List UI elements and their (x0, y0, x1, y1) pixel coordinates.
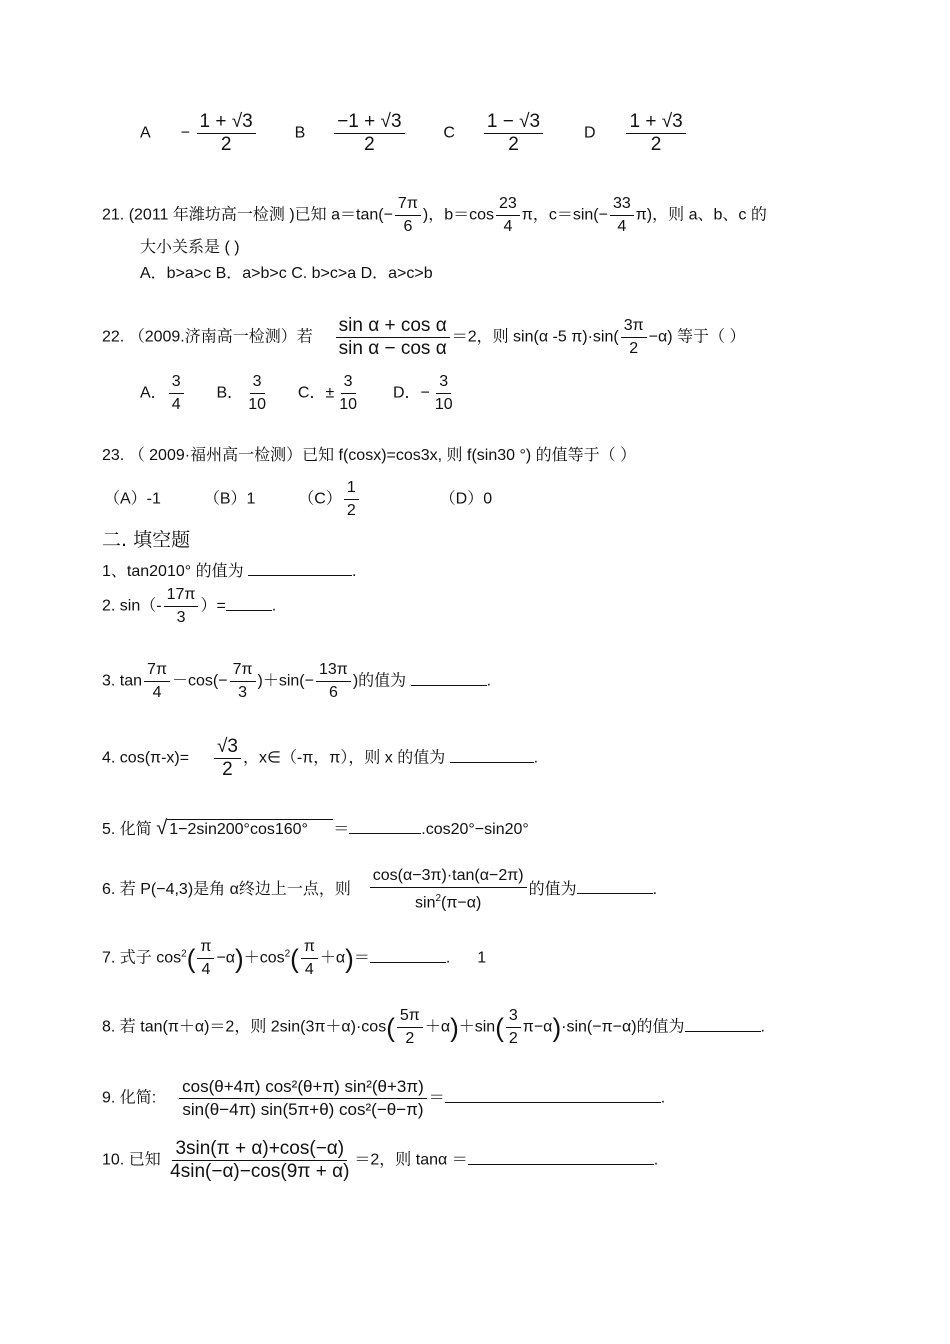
fill-3-fraction-b (230, 660, 256, 703)
q20-option-b-fraction (334, 112, 404, 155)
q22-fraction-2 (621, 316, 647, 359)
fill-3-a-denominator: 4 (152, 684, 162, 701)
q22-fraction-2-numerator: 3π (621, 316, 647, 338)
q23-text: （ 2009·福州高一检测）已知 f(cosx)=cos3x, 则 f(sin30 °) 的值等于（ ） (128, 447, 637, 464)
fill-10: 10. 已知 $\frac{3\sin(\pi + \alpha)+\cos(-\alpha)}{4\sin(-\alpha)-\cos(9\pi + \alpha)}$ ＝2，则 tanα ＝ . (102, 1138, 659, 1182)
q23-option-c-label: （C） (298, 490, 342, 508)
fill-9: 9. 化简: $\frac{\text{cos(θ+4π) cos²(θ+π) sin²(θ+3π)}}{\text{sin(θ−4π) sin(5π+θ) cos²(−θ−π)}}$ ＝ . (102, 1077, 666, 1119)
fill-6-denominator (412, 888, 484, 913)
fill-8: 8. 若 tan(π＋α)＝2，则 2sin(3π＋α)·cos( $\frac{5\pi}{2}$ ＋α)＋sin( $\frac{3}{2}$ π−α)·sin(−π−α)的值为 . (102, 1007, 765, 1047)
fill-3-blank[interactable] (411, 669, 487, 686)
fill-2: 2. sin（- $\frac{17\pi}{3}$ ）= . (102, 586, 277, 626)
right-paren-icon: ) (552, 1012, 562, 1043)
q22-option-d-numerator: 3 (436, 372, 451, 394)
fill-2-fraction (164, 585, 199, 628)
fill-9-fraction (179, 1077, 427, 1120)
q20-option-d-numerator: 1 + √3 (626, 112, 685, 134)
fill-6-number: 6. (102, 880, 116, 898)
fill-5-radicand: 1−2sin200°cos160° (167, 819, 333, 840)
q21-stem (102, 194, 767, 237)
fill-9-number: 9. (102, 1089, 116, 1107)
fill-6-post: 的值为 (528, 880, 577, 898)
q22-fraction-2-denominator: 2 (629, 340, 639, 357)
fill-6-pre: 若 P(−4,3)是角 α终边上一点，则 (119, 880, 351, 898)
q20-options (140, 112, 688, 155)
q22-condition-fraction (336, 316, 450, 359)
q21-fraction-1 (395, 194, 421, 237)
fill-4-post: ，x∈（-π，π），则 x 的值为 (242, 749, 446, 767)
q22-stem (102, 316, 745, 359)
fill-2-pre: sin（- (119, 597, 162, 615)
q20-option-c-denominator: 2 (508, 134, 519, 155)
fill-5-tail: .cos20°−sin20° (421, 821, 529, 838)
q22-option-b-numerator: 3 (250, 372, 265, 394)
q21-fraction-2 (496, 194, 520, 237)
q21-fraction-1-numerator: 7π (395, 194, 421, 216)
fill-7-a-numerator: π (197, 937, 214, 959)
q20-option-c-label: C (443, 124, 455, 142)
left-paren-icon: ( (186, 943, 196, 974)
fill-10-pre: 已知 (128, 1151, 161, 1169)
right-paren-icon: ) (345, 943, 354, 974)
fill-6-denominator-sin: sin (415, 894, 436, 912)
q20-option-a-label: A (140, 124, 150, 142)
fill-8-pre: 若 tan(π＋α)＝2，则 2sin(3π＋α)·cos (119, 1018, 387, 1036)
fill-1: 1、tan2010° 的值为 . (102, 559, 357, 582)
q21-text-1: (2011 年潍坊高一检测 )已知 a＝tan(− (128, 206, 393, 224)
fill-8-a-denominator: 2 (405, 1030, 415, 1047)
fill-3-c-denominator: 6 (328, 684, 338, 701)
q22-option-b-denominator: 10 (248, 396, 266, 413)
fill-7-post: ＝ (353, 949, 370, 967)
fill-3-b-denominator: 3 (238, 684, 247, 701)
fill-1-blank[interactable] (248, 559, 352, 576)
q22-option-d-denominator: 10 (434, 396, 453, 413)
fill-3: 3. tan $\frac{7\pi}{4}$ －cos(− $\frac{7\pi}{3}$ )＋sin(− $\frac{13\pi}{6}$ )的值为 . (102, 661, 492, 701)
q23-option-c-fraction (344, 478, 359, 521)
q22-option-c-numerator: 3 (341, 372, 356, 394)
q22-option-d-sign: − (420, 384, 430, 402)
fill-4-pre: cos(π-x)= (119, 749, 190, 767)
fill-7-plus: ＋cos (243, 949, 285, 967)
fill-8-fraction-a (397, 1006, 423, 1049)
fill-9-denominator: sin(θ−4π) sin(5π+θ) cos²(−θ−π) (182, 1100, 424, 1119)
fill-7-blank[interactable] (370, 946, 446, 963)
fill-3-fraction-c (316, 660, 351, 703)
q20-option-d-fraction (626, 112, 685, 155)
fill-6-numerator: cos(α−3π)·tan(α−2π) (370, 866, 527, 888)
q20-option-c-numerator: 1 − √3 (484, 112, 543, 134)
q23-number: 23. (102, 447, 125, 464)
q21-line-2: 大小关系是 ( ) (140, 239, 240, 256)
fill-3-a-numerator: 7π (144, 660, 170, 682)
fill-8-mid-1: ＋α (424, 1018, 451, 1036)
fill-6-blank[interactable] (577, 877, 653, 894)
fill-5 (102, 817, 529, 840)
q20-option-a-fraction (197, 112, 256, 155)
fill-7-b-denominator: 4 (304, 961, 314, 978)
q20-option-d-denominator: 2 (650, 134, 662, 155)
q22-number: 22. (102, 328, 125, 346)
q22-option-d-fraction (432, 372, 456, 415)
fill-9-blank[interactable] (445, 1086, 661, 1103)
fill-7-tail: 1 (477, 949, 487, 967)
q22-option-a-label: A． (140, 384, 167, 402)
fill-3-fraction-a (144, 660, 170, 703)
fill-8-plus: ＋sin (458, 1018, 496, 1036)
q20-option-a-numerator: 1 + √3 (197, 112, 256, 134)
fill-7-fraction-b (301, 937, 318, 980)
fill-7-a-denominator: 4 (201, 961, 211, 978)
q21-fraction-3 (610, 194, 634, 237)
fill-9-post: ＝ (428, 1089, 445, 1107)
fill-10-fraction (167, 1139, 352, 1182)
fill-3-b-numerator: 7π (230, 660, 256, 682)
fill-6: 6. 若 P(−4,3)是角 α终边上一点，则 $\frac{\cos(\alpha-3\pi)\cdot\tan(\alpha-2\pi)}{\sin^2(\pi-\alpha)}$ 的值为 . (102, 867, 658, 912)
fill-2-post: ）= (200, 597, 226, 615)
q20-option-b-label: B (294, 124, 306, 142)
q21-text-3: π，c＝sin(− (521, 206, 608, 224)
q22-option-b-label: B． (216, 384, 244, 402)
q21-fraction-2-numerator: 23 (496, 194, 520, 216)
fill-10-denominator: 4sin(−α)−cos(9π + α) (170, 1161, 350, 1182)
q22-condition-denominator: sin α − cos α (338, 338, 447, 359)
q22-option-c-sign: ± (325, 384, 335, 402)
q22-option-d-label: D． (392, 384, 421, 402)
q21-fraction-3-denominator: 4 (617, 218, 627, 235)
fill-6-denominator-exponent: 2 (435, 893, 442, 904)
q21-text-2: )，b＝cos (422, 206, 494, 224)
q22-text-1: （2009.济南高一检测）若 (128, 328, 313, 346)
q23-option-b: （B）1 (203, 490, 256, 508)
q21-fraction-1-denominator: 6 (403, 218, 413, 235)
fill-4-blank[interactable] (450, 746, 534, 763)
fill-10-number: 10. (102, 1151, 125, 1169)
fill-8-a-numerator: 5π (397, 1006, 423, 1028)
q22-option-c-denominator: 10 (339, 396, 358, 413)
fill-2-number: 2. (102, 597, 116, 615)
fill-3-c-numerator: 13π (316, 660, 351, 682)
q22-text-2: ＝2，则 sin(α -5 π)·sin( (451, 328, 619, 346)
q20-option-b-numerator: −1 + √3 (334, 112, 404, 134)
q23-option-d: （D）0 (439, 490, 493, 508)
fill-7-fraction-a (197, 937, 214, 980)
q22-condition-numerator: sin α + cos α (336, 316, 450, 338)
fill-2-denominator: 3 (176, 609, 186, 626)
fill-2-numerator: 17π (164, 585, 199, 607)
q23-options (104, 478, 492, 521)
q23-stem (102, 446, 636, 466)
q22-option-a-fraction (169, 372, 184, 415)
fill-8-number: 8. (102, 1018, 116, 1036)
fill-8-b-denominator: 2 (508, 1030, 518, 1047)
q20-option-d-label: D (584, 124, 596, 142)
fill-1-text: 1、tan2010° 的值为 (102, 563, 244, 580)
fill-3-text-3: )＋sin(− (257, 672, 314, 690)
fill-5-blank[interactable] (349, 817, 421, 834)
q22-text-3: −α) 等于（ ） (648, 328, 746, 346)
fill-5-post: ＝ (333, 821, 350, 838)
fill-7-exponent-2: 2 (284, 948, 291, 960)
fill-10-post: ＝2，则 tanα ＝ (354, 1151, 468, 1169)
fill-10-blank[interactable] (468, 1148, 654, 1165)
q20-option-c-fraction (484, 112, 543, 155)
fill-7-b-numerator: π (301, 937, 318, 959)
fill-7: 7. 式子 $\cos^2$( $\frac{\pi}{4}$ $-\alpha)+\cos^2$( $\frac{\pi}{4}$ ＋α)＝ . 1 (102, 938, 487, 978)
right-paren-icon: ) (235, 943, 244, 974)
fill-9-numerator: cos(θ+4π) cos²(θ+π) sin²(θ+3π) (179, 1077, 427, 1099)
q21-number: 21. (102, 206, 125, 224)
fill-3-text-1: tan (119, 672, 143, 690)
left-paren-icon: ( (386, 1012, 395, 1043)
fill-6-fraction (370, 866, 527, 913)
q22-option-b-fraction (245, 372, 269, 415)
fill-4-denominator: 2 (222, 759, 233, 780)
fill-8-fraction-b (506, 1006, 521, 1049)
fill-7-mid-1: −α (216, 949, 236, 967)
fill-3-number: 3. (102, 672, 116, 690)
fill-4: 4. cos(π-x)= $\frac{√3}{2}$ ，x∈（-π，π），则 x 的值为 . (102, 736, 539, 780)
fill-4-fraction (214, 737, 241, 780)
right-paren-icon: ) (450, 1012, 459, 1043)
q20-option-a-sign: − (180, 124, 191, 142)
section-title: 二. 填空题 (102, 529, 191, 551)
fill-3-text-4: )的值为 (352, 672, 407, 690)
q20-option-a-denominator: 2 (220, 134, 232, 155)
q23-option-a: （A）-1 (104, 490, 161, 508)
fill-8-mid-2: π−α (522, 1018, 553, 1036)
fill-7-exponent-1: 2 (181, 948, 187, 960)
fill-7-mid-2: ＋α (319, 949, 346, 967)
q21-fraction-3-numerator: 33 (610, 194, 634, 216)
fill-7-number: 7. (102, 949, 116, 967)
fill-4-number: 4. (102, 749, 116, 767)
q23-option-c-denominator: 2 (346, 502, 356, 519)
fill-8-post: ·sin(−π−α)的值为 (561, 1018, 685, 1036)
q21-fraction-2-denominator: 4 (503, 218, 513, 235)
q20-option-b-denominator: 2 (364, 134, 375, 155)
fill-3-text-2: －cos(− (171, 672, 228, 690)
left-paren-icon: ( (495, 1012, 504, 1043)
q22-options (140, 372, 458, 415)
fill-7-pre: 式子 cos (119, 949, 182, 967)
sqrt-icon: √ (156, 817, 168, 839)
fill-5-number: 5. (102, 821, 116, 838)
q23-option-c-numerator: 1 (344, 478, 359, 500)
fill-10-numerator: 3sin(π + α)+cos(−α) (172, 1139, 347, 1161)
fill-9-pre: 化简: (119, 1089, 157, 1107)
fill-4-numerator: √3 (214, 737, 241, 759)
q21-options: A．b>a>c B．a>b>c C. b>c>a D．a>c>b (140, 265, 433, 282)
fill-8-blank[interactable] (685, 1015, 761, 1032)
q22-option-a-numerator: 3 (169, 372, 184, 394)
q22-option-c-fraction (336, 372, 360, 415)
fill-5-pre: 化简 (119, 821, 152, 838)
left-paren-icon: ( (290, 943, 299, 974)
q22-option-c-label: C． (297, 384, 326, 402)
fill-6-denominator-arg: (π−α) (441, 894, 482, 912)
fill-8-b-numerator: 3 (506, 1006, 521, 1028)
q22-option-a-denominator: 4 (171, 396, 181, 413)
q21-text-4: π)，则 a、b、c 的 (635, 206, 767, 224)
fill-2-blank[interactable] (226, 594, 272, 611)
